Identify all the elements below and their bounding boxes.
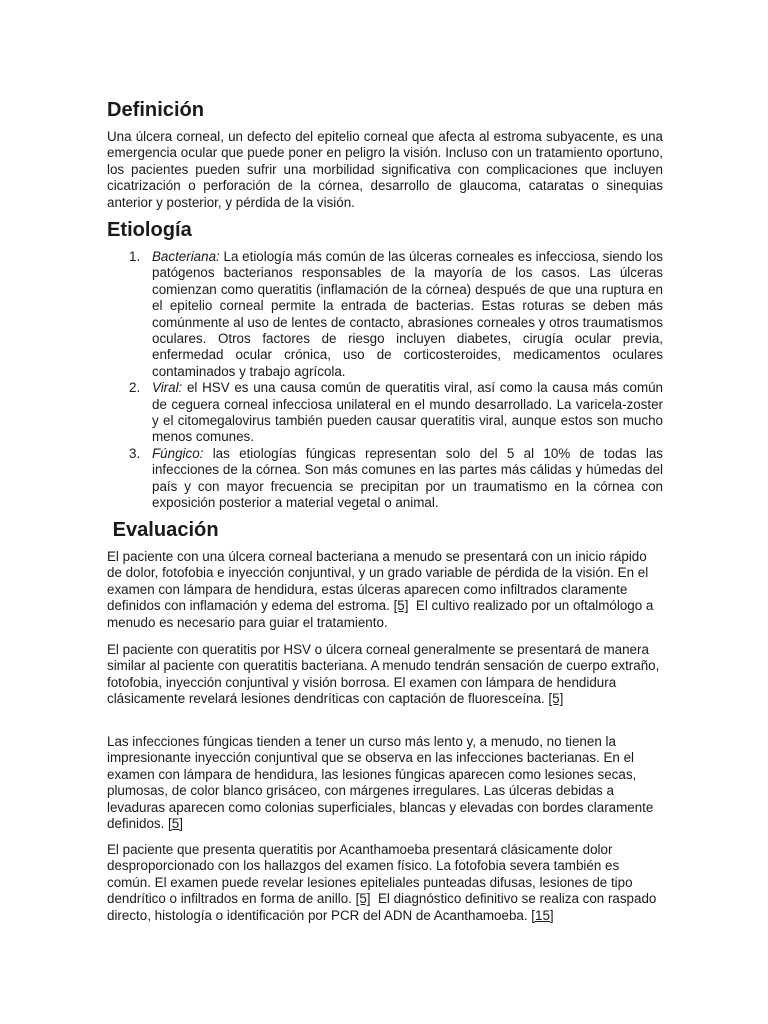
list-text: el HSV es una causa común de queratitis viral, así como la causa más común de ceguera corneal infecciosa unilateral en el mundo desarrollado. La varicela-zoster y el citomegalovirus también pueden causar queratitis viral, aunque estos son mucho menos comunes. [152, 380, 663, 445]
paragraph-text: El diagnóstico definitivo se realiza con raspado directo, histología o identificación por PCR del ADN de Acanthamoeba. [107, 891, 661, 923]
paragraph-text: El paciente con queratitis por HSV o úlcera corneal generalmente se presentará de manera similar al paciente con queratitis bacteriana. A menudo tendrán sensación de cuerpo extraño, fotofobia, inyección conjuntival y visión borrosa. El examen con lámpara de hendidura clásicamente revelará lesiones dendríticas con captación de fluoresceína. [107, 642, 660, 707]
paragraph-text: Las infecciones fúngicas tienden a tener un curso más lento y, a menudo, no tienen la impresionante inyección conjuntival que se observa en las infecciones bacterianas. En el examen con lámpara de hendidura, las lesiones fúngicas aparecen como lesiones secas, plumosas, de color blanco grisáceo, con márgenes irregulares. Las úlceras debidas a levaduras aparecen como colonias superficiales, blancas y elevadas con bordes claramente definidos. [107, 734, 654, 832]
list-number: 2. [129, 380, 141, 396]
citation-link[interactable]: [15] [531, 907, 554, 923]
list-number: 3. [129, 445, 141, 461]
heading-definicion: Definición [107, 99, 205, 121]
list-text: las etiologías fúngicas representan solo del 5 al 10% de todas las infecciones de la córnea. Son más comunes en las partes más cálidas y húmedas del país y con mayor frecuencia se precipitan por un traumatismo en la córnea con exposición posterior a material vegetal o animal. [152, 445, 663, 511]
paragraph-evaluacion-bacteriana [107, 549, 663, 631]
list-text: La etiología más común de las úlceras corneales es infecciosa, siendo los patógenos bacterianos responsables de la mayoría de los casos. Las úlceras comienzan como queratitis (inflamación de la córnea) después de que una ruptura en el epitelio corneal permite la entrada de bacterias. Estas roturas se deben más comúnmente al uso de lentes de contacto, abrasiones corneales y otros traumatismos oculares. Otros factores de riesgo incluyen diabetes, cirugía ocular previa, enfermedad ocular crónica, uso de corticosteroides, medicamentos oculares contaminados y trabajo agrícola. [152, 249, 663, 379]
citation-link[interactable]: [5] [168, 816, 183, 832]
list-item [107, 380, 663, 446]
heading-evaluacion: Evaluación [107, 519, 219, 541]
etiology-list [107, 249, 663, 512]
list-term: Bacteriana: [152, 249, 220, 264]
citation-link[interactable]: [5] [393, 598, 409, 614]
paragraph-definicion: Una úlcera corneal, un defecto del epitelio corneal que afecta al estroma subyacente, es una emergencia ocular que puede poner en peligro la visión. Incluso con un tratamiento oportuno, los pacientes pueden sufrir una morbilidad significativa con complicaciones que incluyen cicatrización o perforación de la córnea, desarrollo de glaucoma, cataratas o sinequias anterior y posterior, y pérdida de la visión. [107, 129, 663, 210]
list-term: Fúngico: [152, 445, 204, 461]
list-item [107, 249, 663, 380]
paragraph-evaluacion-hsv [107, 642, 663, 708]
list-number: 1. [129, 249, 141, 264]
list-item [107, 446, 663, 512]
citation-link[interactable]: [5] [548, 691, 564, 707]
paragraph-evaluacion-acanthamoeba [107, 842, 663, 924]
list-term: Viral: [152, 380, 183, 396]
paragraph-text: El cultivo realizado por un oftalmólogo a menudo es necesario para guiar el tratamiento. [107, 598, 658, 630]
paragraph-text: El paciente con una úlcera corneal bacteriana a menudo se presentará con un inicio rápido de dolor, fotofobia e inyección conjuntival, y un grado variable de pérdida de la visión. En el examen con lámpara de hendidura, estas úlceras aparecen como infiltrados claramente definidos con inflamación y edema del estroma. [107, 549, 649, 614]
paragraph-evaluacion-fungica [107, 734, 663, 832]
heading-etiologia: Etiología [107, 219, 192, 241]
citation-link[interactable]: [5] [355, 891, 371, 907]
paragraph-text: El paciente que presenta queratitis por Acanthamoeba presentará clásicamente dolor desproporcionado con los hallazgos del examen físico. La fotofobia severa también es común. El examen puede revelar lesiones epiteliales punteadas difusas, lesiones de tipo dendrítico o infiltrados en forma de anillo. [107, 842, 633, 907]
